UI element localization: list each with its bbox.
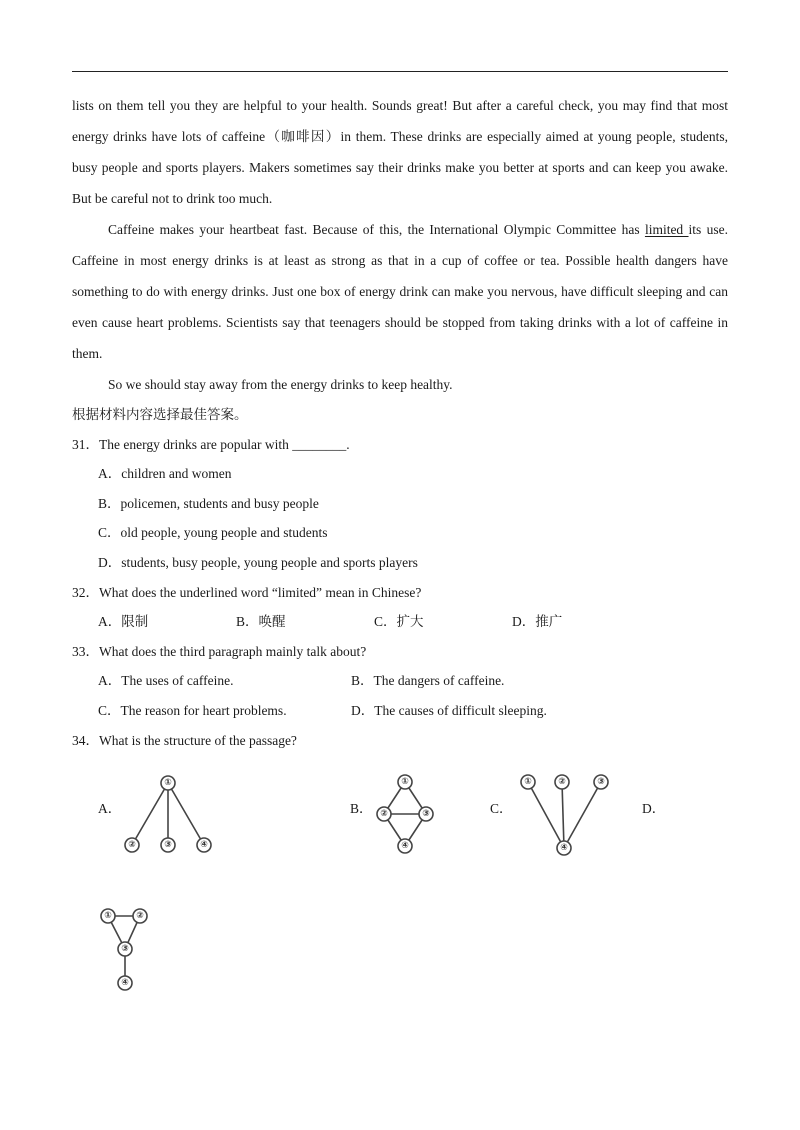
svg-text:③: ③: [164, 840, 172, 851]
question-34-stem: 34．What is the structure of the passage?: [72, 732, 297, 748]
paragraph-2-text-before: Caffeine makes your heartbeat fast. Because of this, the International Olympic Committee has: [108, 222, 645, 237]
q33-options-row-2: [72, 696, 728, 726]
question-33-stem: 33．What does the third paragraph mainly talk about?: [72, 643, 367, 659]
diagram-a-node-3: [161, 838, 175, 852]
svg-text:④: ④: [401, 841, 409, 852]
underlined-word-limited: limited: [644, 222, 689, 237]
structure-diagram-c: [520, 773, 610, 857]
svg-text:③: ③: [422, 809, 430, 820]
q31-option-c[interactable]: C．old people, young people and students: [98, 525, 328, 541]
diagram-d-node-3: [118, 942, 132, 956]
svg-text:②: ②: [380, 809, 388, 820]
svg-text:②: ②: [136, 911, 144, 922]
diagram-a-node-2: [125, 838, 139, 852]
exam-content: [72, 90, 728, 1055]
diagram-c-node-3: [594, 775, 608, 789]
q32-option-a[interactable]: A．限制: [98, 614, 149, 630]
q31-option-a[interactable]: A．children and women: [98, 466, 232, 482]
passage-paragraph-1: lists on them tell you they are helpful to your health. Sounds great! But after a careful check, you may find that most energy drinks have lots of caffeine（咖啡因）in them. These drinks are especially aimed at young people, students, busy people and sports players. Makers sometimes say their drinks make you better at sports and can keep you awake. But be careful not to drink too much.: [72, 98, 728, 206]
diagram-d-node-4: [118, 976, 132, 990]
svg-text:②: ②: [128, 840, 136, 851]
svg-text:④: ④: [121, 978, 129, 989]
q34-structure-options: [72, 755, 728, 1055]
question-31-stem: 31．The energy drinks are popular with ________.: [72, 436, 350, 452]
q33-option-c[interactable]: C．The reason for heart problems.: [98, 702, 287, 718]
diagram-b-node-3: [419, 807, 433, 821]
diagram-d-node-2: [133, 909, 147, 923]
diagram-b-node-1: [398, 775, 412, 789]
passage-paragraph-3: So we should stay away from the energy drinks to keep healthy.: [108, 377, 453, 392]
q34-option-b-label[interactable]: B．: [350, 801, 373, 817]
q34-option-d-label[interactable]: D．: [642, 801, 666, 817]
structure-diagram-d: [98, 907, 158, 997]
q32-option-d[interactable]: D．推广: [512, 614, 563, 630]
svg-text:②: ②: [558, 777, 566, 788]
q33-option-d[interactable]: D．The causes of difficult sleeping.: [351, 702, 547, 718]
q33-option-b[interactable]: B．The dangers of caffeine.: [351, 673, 505, 689]
structure-diagram-a: [124, 773, 214, 853]
diagram-c-node-1: [521, 775, 535, 789]
q32-option-b[interactable]: B．唤醒: [236, 614, 286, 630]
q31-option-d[interactable]: D．students, busy people, young people and sports players: [98, 554, 418, 570]
question-32-stem: 32．What does the underlined word “limited” mean in Chinese?: [72, 584, 422, 600]
diagram-c-node-4: [557, 841, 571, 855]
svg-text:①: ①: [524, 777, 532, 788]
paragraph-2-text-after: its use. Caffeine in most energy drinks is at least as strong as that in a cup of coffee or tea. Possible health dangers have something to do with energy drinks. Just one box of energy drink can make you nervous, have difficult sleeping and can even cause heart problems. Scientists say that teenagers should be stopped from taking drinks with a lot of caffeine in them.: [72, 222, 728, 361]
svg-text:③: ③: [121, 944, 129, 955]
svg-text:③: ③: [597, 777, 605, 788]
diagram-a-node-4: [197, 838, 211, 852]
diagram-c-node-2: [555, 775, 569, 789]
q31-option-b[interactable]: B．policemen, students and busy people: [98, 495, 319, 511]
q33-option-a[interactable]: A．The uses of caffeine.: [98, 673, 234, 689]
diagram-a-node-1: [161, 776, 175, 790]
diagram-b-node-4: [398, 839, 412, 853]
structure-diagram-b: [374, 773, 434, 853]
q33-options-row-1: [72, 666, 728, 696]
q32-options-row: [72, 607, 728, 637]
svg-text:①: ①: [164, 778, 172, 789]
q34-option-a-label[interactable]: A．: [98, 801, 122, 817]
svg-text:①: ①: [104, 911, 112, 922]
passage-paragraph-2: [72, 214, 728, 369]
svg-text:④: ④: [200, 840, 208, 851]
header-rule: [72, 71, 728, 72]
diagram-d-node-1: [101, 909, 115, 923]
svg-text:①: ①: [401, 777, 409, 788]
instruction: 根据材料内容选择最佳答案。: [72, 407, 248, 422]
q32-option-c[interactable]: C．扩大: [374, 614, 424, 630]
svg-text:④: ④: [560, 843, 568, 854]
q34-option-c-label[interactable]: C．: [490, 801, 513, 817]
diagram-b-node-2: [377, 807, 391, 821]
